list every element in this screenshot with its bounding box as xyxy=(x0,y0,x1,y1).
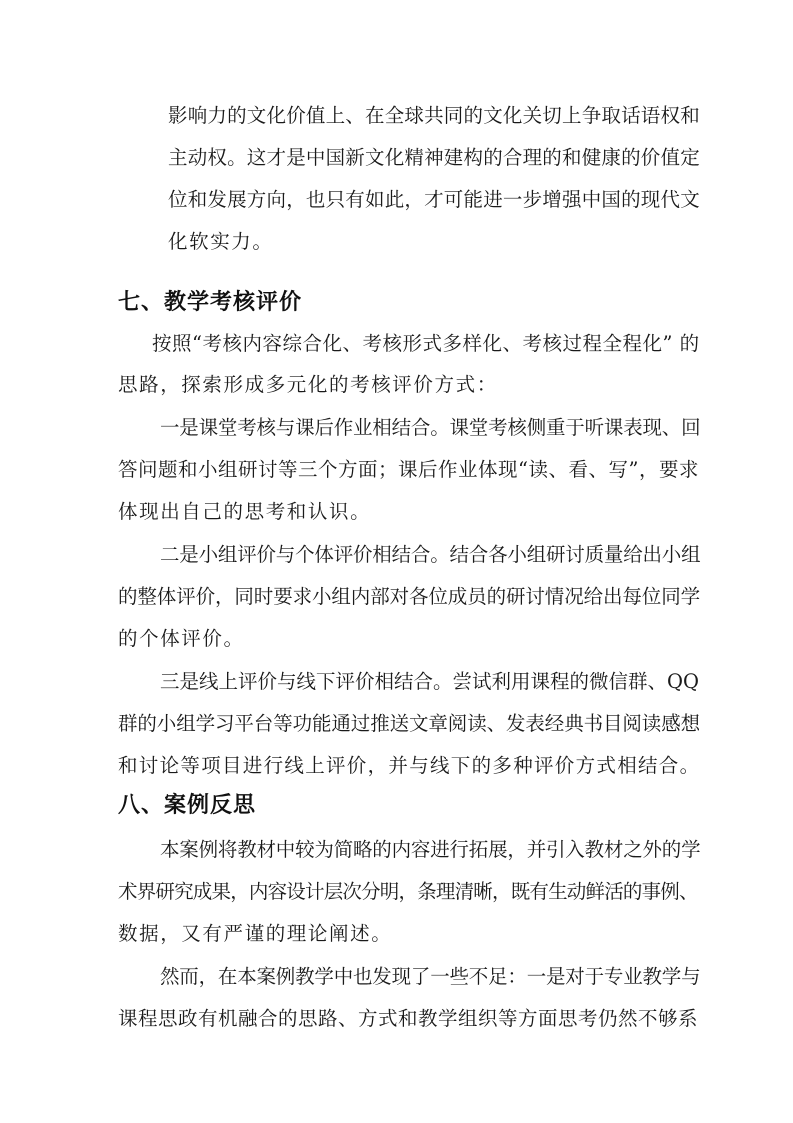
paragraph-line: 然而，在本案例教学中也发现了一些不足：一是对于专业教学与 xyxy=(160,965,701,988)
paragraph-line: 思路，探索形成多元化的考核评价方式： xyxy=(118,373,498,396)
paragraph-line: 和讨论等项目进行线上评价，并与线下的多种评价方式相结合。 xyxy=(118,754,701,777)
paragraph-line: 答问题和小组研讨等三个方面；课后作业体现“读、看、写”，要求 xyxy=(118,458,699,481)
paragraph-line: 二是小组评价与个体评价相结合。结合各小组研讨质量给出小组 xyxy=(160,543,701,566)
paragraph-line: 的个体评价。 xyxy=(118,627,245,650)
paragraph-line: 本案例将教材中较为简略的内容进行拓展，并引入教材之外的学 xyxy=(160,838,701,861)
paragraph-line: 群的小组学习平台等功能通过推送文章阅读、发表经典书目阅读感想 xyxy=(118,712,701,735)
section-heading-assessment: 七、教学考核评价 xyxy=(118,290,303,315)
paragraph-line: 一是课堂考核与课后作业相结合。课堂考核侧重于听课表现、回 xyxy=(160,416,701,439)
paragraph-line: 三是线上评价与线下评价相结合。尝试利用课程的微信群、QQ xyxy=(160,670,699,693)
quote-line: 位和发展方向，也只有如此，才可能进一步增强中国的现代文 xyxy=(168,188,700,211)
section-heading-reflection: 八、案例反思 xyxy=(118,793,257,818)
paragraph-line: 的整体评价，同时要求小组内部对各位成员的研讨情况给出每位同学 xyxy=(118,585,701,608)
paragraph-line: 课程思政有机融合的思路、方式和教学组织等方面思考仍然不够系 xyxy=(118,1007,699,1030)
quote-line: 化软实力。 xyxy=(168,230,274,253)
quote-line: 影响力的文化价值上、在全球共同的文化关切上争取话语权和 xyxy=(168,104,700,127)
paragraph-line: 体现出自己的思考和认识。 xyxy=(118,500,372,523)
paragraph-line: 数据，又有严谨的理论阐述。 xyxy=(118,922,393,945)
paragraph-line: 术界研究成果，内容设计层次分明，条理清晰，既有生动鲜活的事例、 xyxy=(118,880,698,903)
paragraph-line: 按照“考核内容综合化、考核形式多样化、考核过程全程化” 的 xyxy=(152,332,700,355)
quote-line: 主动权。这才是中国新文化精神建构的合理的和健康的价值定 xyxy=(168,146,700,169)
